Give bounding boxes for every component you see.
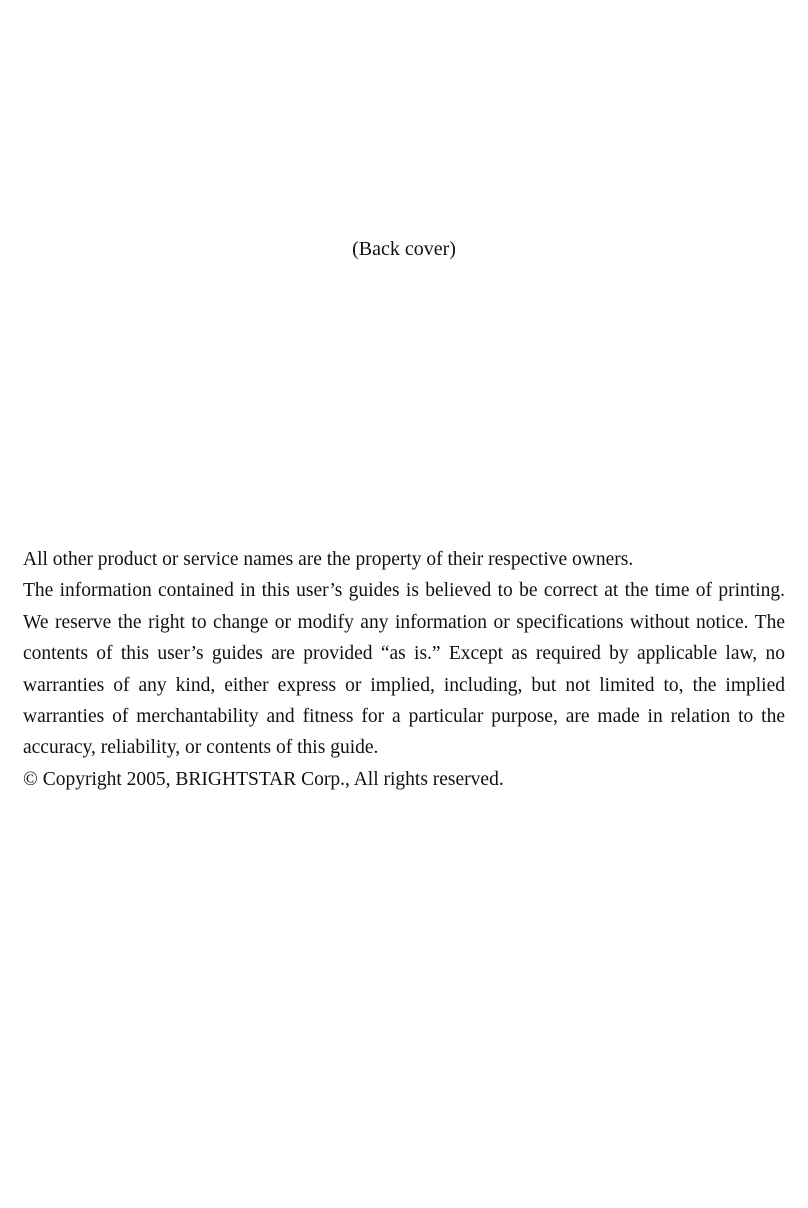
trademark-statement: All other product or service names are the property of their respective owners.	[23, 549, 634, 570]
back-cover-label: (Back cover)	[352, 238, 456, 260]
disclaimer-paragraph: The information contained in this user’s guides is believed to be correct at the time of printing. We reserve the right to change or modify any information or specifications without notice. The contents of this user’s guides are provided “as is.” Except as required by applicable law, no warranties of any kind, either express or implied, including, but not limited to, the implied warranties of merchantability and fitness for a particular purpose, are made in relation to the accuracy, reliability, or contents of this guide.	[23, 580, 785, 759]
legal-notice	[23, 544, 785, 795]
copyright-statement: © Copyright 2005, BRIGHTSTAR Corp., All rights reserved.	[23, 768, 504, 790]
